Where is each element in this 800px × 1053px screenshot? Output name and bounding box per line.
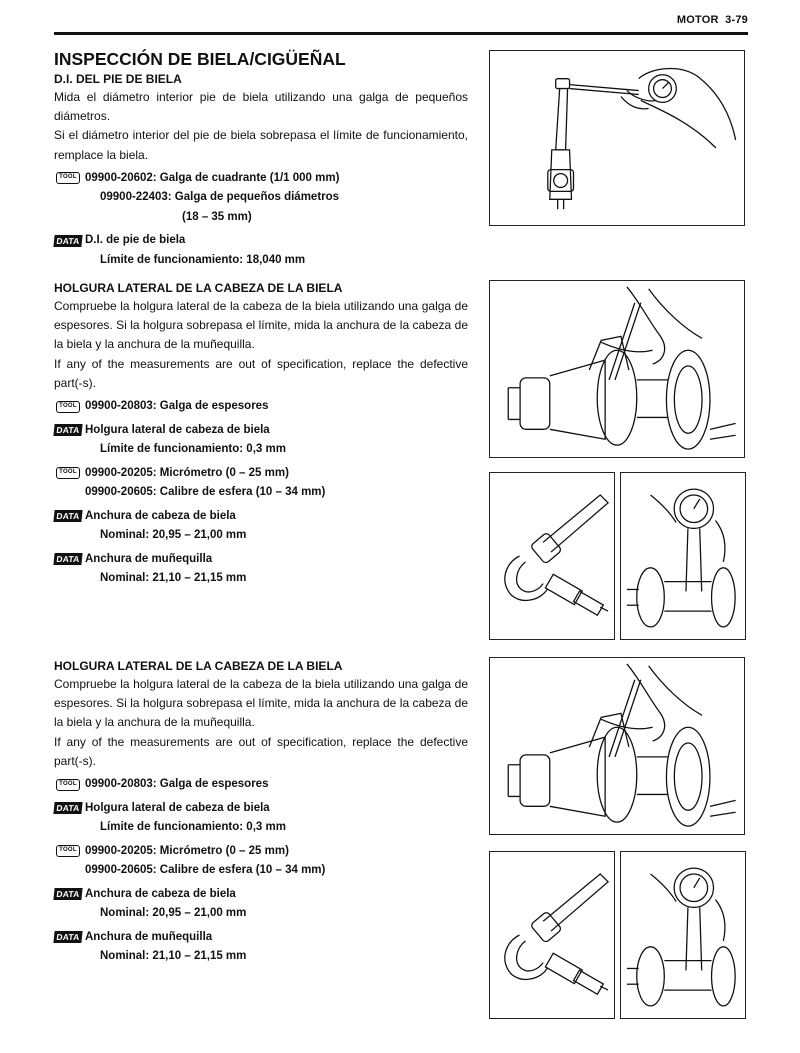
section-heading: D.I. DEL PIE DE BIELA (54, 72, 182, 86)
page-header (54, 12, 748, 35)
illustration-bore-gauge (490, 51, 744, 225)
illustration-feeler-gauge (490, 658, 744, 834)
figure-side-clearance-feeler-gauge (489, 280, 745, 458)
illustration-dial-caliper (621, 852, 745, 1018)
service-data (54, 231, 468, 270)
data-line: Límite de funcionamiento: 0,3 mm (100, 821, 286, 834)
figure-side-clearance-feeler-gauge (489, 657, 745, 835)
special-tools (54, 397, 468, 417)
service-data (54, 550, 468, 589)
tool-line: 09900-20602: Galga de cuadrante (1/1 000 mm) (85, 171, 340, 184)
paragraph: If any of the measurements are out of specification, replace the defective part(-s). (54, 734, 468, 768)
service-data (54, 799, 468, 838)
data-line: Holgura lateral de cabeza de biela (85, 801, 270, 814)
tool-icon: TOOL (56, 779, 80, 791)
data-icon: DATA (53, 553, 82, 565)
tool-line: 09900-20803: Galga de espesores (85, 778, 269, 791)
service-data (54, 421, 468, 460)
section-connecting-rod-small-end (54, 48, 468, 270)
tool-line: 09900-20605: Calibre de esfera (10 – 34 mm) (85, 864, 326, 877)
paragraph: Compruebe la holgura lateral de la cabeza de la biela utilizando una galga de espesores. Si la holgura sobrepasa el límite, mida la anchura de la cabeza de la biela y la anchura de la muñequilla. (54, 299, 468, 352)
data-icon: DATA (53, 931, 82, 943)
data-icon: DATA (53, 888, 82, 900)
data-line: Anchura de muñequilla (85, 552, 213, 565)
special-tools (54, 464, 468, 503)
figure-crankpin-width-dial-caliper (620, 851, 746, 1019)
data-line: Nominal: 21,10 – 21,15 mm (100, 572, 247, 585)
data-line: Holgura lateral de cabeza de biela (85, 423, 270, 436)
service-data (54, 885, 468, 924)
data-line: Nominal: 20,95 – 21,00 mm (100, 529, 247, 542)
data-icon: DATA (53, 802, 82, 814)
data-line: D.I. de pie de biela (85, 234, 186, 247)
page-title: INSPECCIÓN DE BIELA/CIGÜEÑAL (54, 49, 346, 69)
tool-icon: TOOL (56, 401, 80, 413)
tool-line: 09900-20605: Calibre de esfera (10 – 34 mm) (85, 486, 326, 499)
section-big-end-side-clearance (54, 657, 468, 967)
figure-rod-width-micrometer (489, 851, 615, 1019)
data-icon: DATA (53, 510, 82, 522)
tool-icon: TOOL (56, 172, 80, 184)
paragraph: Mida el diámetro interior pie de biela utilizando una galga de pequeños diámetros. (54, 90, 468, 124)
data-icon: DATA (53, 235, 82, 247)
data-line: Nominal: 21,10 – 21,15 mm (100, 950, 247, 963)
tool-icon: TOOL (56, 845, 80, 857)
section-heading: HOLGURA LATERAL DE LA CABEZA DE LA BIELA (54, 281, 343, 295)
data-line: Límite de funcionamiento: 0,3 mm (100, 443, 286, 456)
service-data (54, 928, 468, 967)
figure-rod-width-micrometer (489, 472, 615, 640)
special-tools (54, 842, 468, 881)
special-tools (54, 169, 468, 228)
paragraph: Compruebe la holgura lateral de la cabeza de la biela utilizando una galga de espesores. Si la holgura sobrepasa el límite, mida la anchura de la cabeza de la biela y la anchura de la muñequilla. (54, 677, 468, 730)
tool-line: (18 – 35 mm) (182, 210, 252, 223)
illustration-feeler-gauge (490, 281, 744, 457)
section-big-end-side-clearance (54, 279, 468, 589)
illustration-micrometer (490, 852, 614, 1018)
service-data (54, 507, 468, 546)
illustration-dial-caliper (621, 473, 745, 639)
data-line: Límite de funcionamiento: 18,040 mm (100, 253, 306, 266)
illustration-micrometer (490, 473, 614, 639)
tool-line: 09900-20803: Galga de espesores (85, 400, 269, 413)
special-tools (54, 775, 468, 795)
header-section-page: MOTOR 3-79 (676, 14, 748, 26)
paragraph: If any of the measurements are out of specification, replace the defective part(-s). (54, 356, 468, 390)
data-line: Anchura de cabeza de biela (85, 887, 236, 900)
section-heading: HOLGURA LATERAL DE LA CABEZA DE LA BIELA (54, 659, 343, 673)
figure-small-end-bore-measurement (489, 50, 745, 226)
data-line: Anchura de muñequilla (85, 930, 213, 943)
figure-crankpin-width-dial-caliper (620, 472, 746, 640)
paragraph: Si el diámetro interior del pie de biela sobrepasa el límite de funcionamiento, remplace la biela. (54, 128, 468, 162)
tool-line: 09900-20205: Micrómetro (0 – 25 mm) (85, 844, 289, 857)
data-icon: DATA (53, 424, 82, 436)
tool-line: 09900-20205: Micrómetro (0 – 25 mm) (85, 466, 289, 479)
data-line: Anchura de cabeza de biela (85, 509, 236, 522)
data-line: Nominal: 20,95 – 21,00 mm (100, 907, 247, 920)
tool-icon: TOOL (56, 467, 80, 479)
tool-line: 09900-22403: Galga de pequeños diámetros (100, 191, 340, 204)
